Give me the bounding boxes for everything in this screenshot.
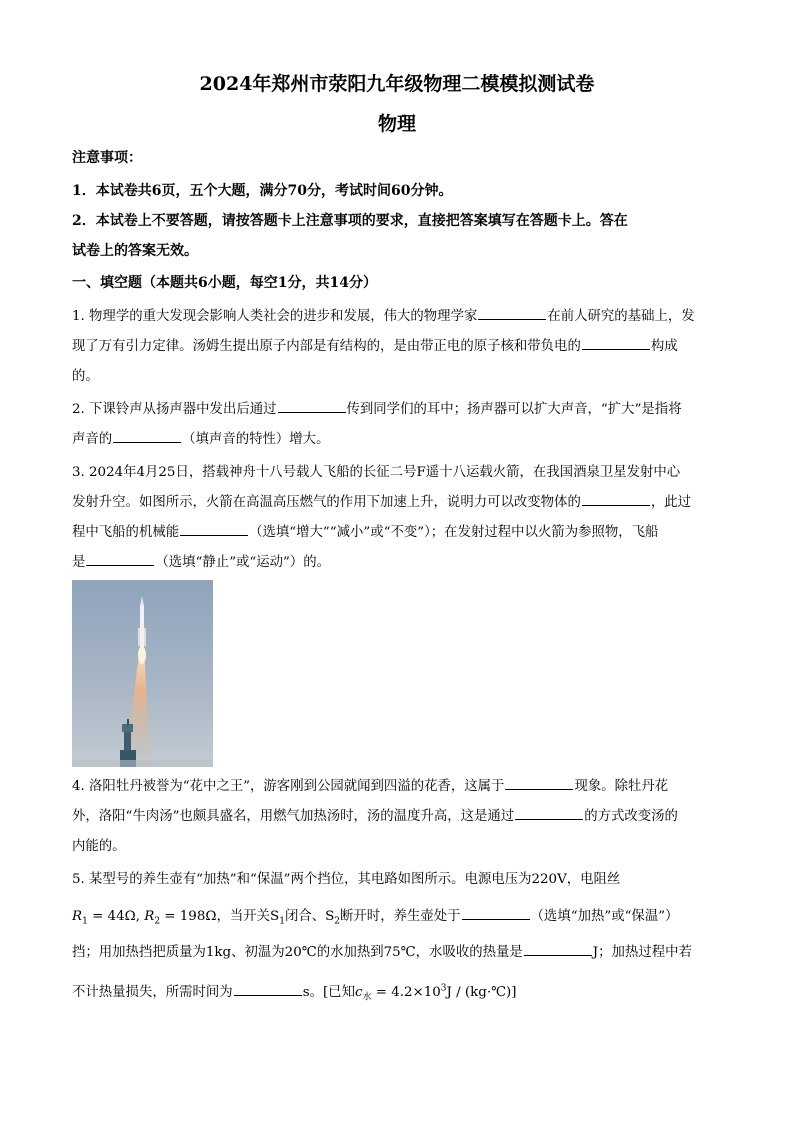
- q4-text-c: 外，洛阳“牛肉汤”也颇具盛名，用燃气加热汤时，汤的温度升高，这是通过: [72, 809, 515, 824]
- q2-text-a: 2. 下课铃声从扬声器中发出后通过: [72, 402, 277, 417]
- q5-text-e: （选填“加热”或“保温”）: [530, 909, 679, 924]
- answer-blank: [234, 981, 302, 996]
- question-2-line-1: [72, 395, 722, 424]
- specific-heat-formula: $c_水 = 4.2\times 10^3J$ / (kg·℃): [354, 983, 512, 1003]
- q5-text-j: ]: [511, 985, 517, 1000]
- q1-text-d: 构成: [650, 339, 678, 354]
- section-1-heading: 一、填空题（本题共6小题，每空1分，共14分）: [72, 275, 377, 291]
- q3-text-b: 发射升空。如图所示，火箭在高温高压燃气的作用下加速上升，说明力可以改变物体的: [72, 495, 581, 510]
- question-5-line-1: [72, 865, 722, 894]
- switch-s2-symbol: $S_2$: [325, 909, 341, 927]
- q3-text-g: （选填“静止”或“运动”）的。: [155, 555, 331, 570]
- question-3-line-4: [72, 548, 722, 577]
- q3-text-f: 是: [72, 555, 86, 570]
- q5-text-g: J；加热过程中若: [592, 945, 692, 960]
- q3-text-c: ，此过: [650, 495, 692, 510]
- q1-text-a: 1. 物理学的重大发现会影响人类社会的进步和发展，伟大的物理学家: [72, 309, 478, 324]
- answer-blank: [462, 905, 530, 920]
- q4-text-e: 内能的。: [72, 839, 126, 854]
- q4-text-d: 的方式改变汤的: [584, 809, 678, 824]
- q2-text-b: 传到同学们的耳中；扬声器可以扩大声音，“扩大”是指将: [346, 402, 682, 417]
- q5-text-i: s。[已知: [302, 985, 355, 1000]
- q5-text-a: 5. 某型号的养生壶有“加热”和“保温”两个挡位，其电路如图所示。电源电压为220V，电阻丝: [72, 872, 621, 887]
- question-1-line-2: [72, 332, 722, 361]
- question-4-line-3: [72, 832, 722, 861]
- q4-text-b: 现象。除牡丹花: [574, 779, 669, 794]
- q5-text-d: 断开时，养生壶处于: [340, 909, 461, 924]
- q3-text-d: 程中飞船的机械能: [72, 525, 180, 540]
- question-3-line-3: [72, 518, 722, 547]
- subject-title: 物理: [377, 113, 416, 135]
- exam-title: 2024年郑州市荥阳九年级物理二模模拟测试卷: [199, 73, 595, 95]
- question-5-line-4: [72, 978, 722, 1007]
- question-3-line-1: [72, 458, 722, 487]
- q5-text-f: 挡；用加热挡把质量为1kg、初温为20℃的水加热到75℃，水吸收的热量是: [72, 945, 523, 960]
- resistor-values: $R_1 = 44\Omega$, $R_2 = 198\Omega$: [72, 909, 217, 927]
- answer-blank: [113, 428, 181, 443]
- notice-item-1: 1．本试卷共6页，五个大题，满分70分，考试时间60分钟。: [72, 183, 453, 199]
- answer-blank: [582, 491, 650, 506]
- q1-text-c: 现了万有引力定律。汤姆生提出原子内部是有结构的，是由带正电的原子核和带负电的: [72, 339, 581, 354]
- answer-blank: [180, 521, 248, 536]
- answer-blank: [505, 775, 573, 790]
- q3-text-e: （选填“增大”“减小”或“不变”）；在发射过程中以火箭为参照物，飞船: [249, 525, 659, 540]
- q2-text-c: 声音的: [72, 432, 113, 447]
- question-1-line-1: [72, 302, 722, 331]
- q5-text-b: ，当开关: [216, 909, 271, 924]
- q1-text-b: 在前人研究的基础上，发: [547, 309, 695, 324]
- question-5-line-2: [72, 902, 722, 931]
- question-1-line-3: [72, 362, 722, 391]
- q4-text-a: 4. 洛阳牡丹被誉为“花中之王”，游客刚到公园就闻到四溢的花香，这属于: [72, 779, 505, 794]
- answer-blank: [524, 941, 592, 956]
- answer-blank: [582, 335, 650, 350]
- q5-text-h: 不计热量损失，所需时间为: [72, 985, 233, 1000]
- rocket-launch-photo: [72, 580, 213, 767]
- notice-item-2-line-1: 2．本试卷上不要答题，请按答题卡上注意事项的要求，直接把答案填写在答题卡上。答在: [72, 213, 628, 229]
- question-5-line-3: [72, 938, 722, 967]
- q2-text-d: （填声音的特性）增大。: [182, 432, 330, 447]
- question-3-line-2: [72, 488, 722, 517]
- switch-s1-symbol: $S_1$: [270, 909, 285, 927]
- q1-text-e: 的。: [72, 369, 99, 384]
- question-2-line-2: [72, 425, 722, 454]
- q5-text-c: 闭合、: [284, 909, 326, 924]
- answer-blank: [515, 805, 583, 820]
- answer-blank: [478, 305, 546, 320]
- notice-item-2-line-2: 试卷上的答案无效。: [72, 243, 198, 259]
- question-4-line-1: [72, 772, 722, 801]
- answer-blank: [278, 398, 346, 413]
- q3-text-a: 3. 2024年4月25日，搭载神舟十八号载人飞船的长征二号F遥十八运载火箭，在我国酒泉卫星发射中心: [72, 465, 681, 480]
- answer-blank: [86, 551, 154, 566]
- question-4-line-2: [72, 802, 722, 831]
- notice-heading: 注意事项：: [72, 150, 142, 166]
